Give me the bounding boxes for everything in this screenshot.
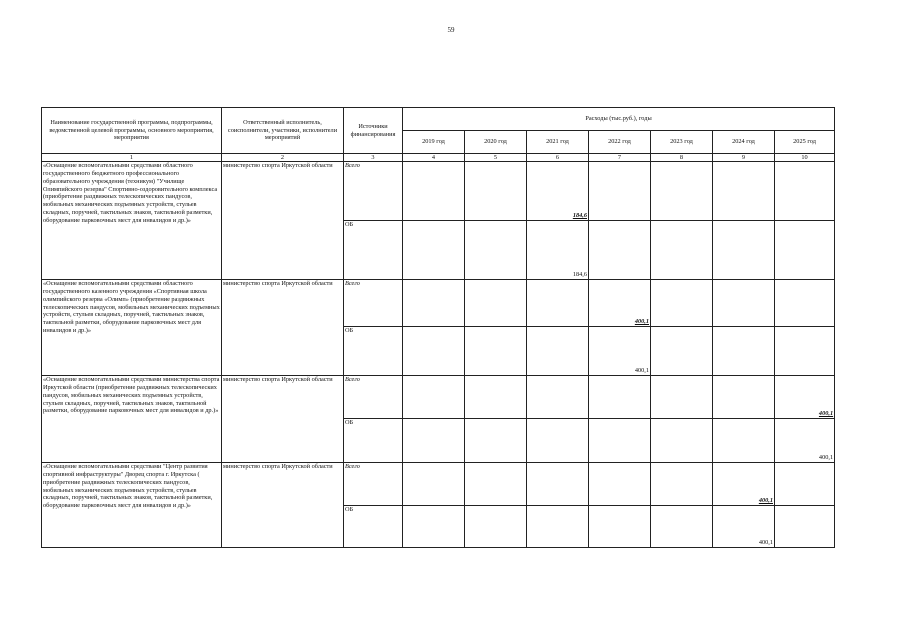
- value-total: [527, 463, 589, 506]
- value-total: [589, 162, 651, 221]
- table-row: [42, 280, 835, 327]
- header-year: 2022 год: [589, 131, 651, 154]
- value-ob: [527, 506, 589, 548]
- value-total: [589, 376, 651, 419]
- header-year: 2023 год: [651, 131, 713, 154]
- value-total: 184,6: [527, 162, 589, 221]
- table-row: [42, 463, 835, 506]
- executor: министерство спорта Иркутской области: [222, 463, 344, 548]
- source-ob: ОБ: [344, 327, 403, 376]
- measure-name: «Оснащение вспомогательными средствами министерства спорта Иркутской области (приобретение раздвижных телескопических пандусов, мобильных механических подъемных устройств, стульев складных, поручней, тактильных знаков, тактильной разметки, оборудование парковочных мест для инвалидов и др.)»: [42, 376, 222, 463]
- value-total: [465, 280, 527, 327]
- value-total: [775, 463, 835, 506]
- executor: министерство спорта Иркутской области: [222, 376, 344, 463]
- value-total: [465, 376, 527, 419]
- header-year: 2021 год: [527, 131, 589, 154]
- value-ob: [651, 506, 713, 548]
- value-ob: [651, 419, 713, 463]
- value-total: [651, 463, 713, 506]
- value-total: [775, 162, 835, 221]
- value-total: [403, 162, 465, 221]
- source-total: Всего: [344, 280, 403, 327]
- value-total: [527, 280, 589, 327]
- column-number: 1: [42, 154, 222, 162]
- value-ob: [651, 327, 713, 376]
- source-ob: ОБ: [344, 506, 403, 548]
- header-expenses: Расходы (тыс.руб.), годы: [403, 108, 835, 131]
- value-total: [713, 280, 775, 327]
- page-number: 59: [447, 26, 455, 34]
- value-ob: 400,1: [775, 419, 835, 463]
- value-total: [403, 376, 465, 419]
- column-number: 10: [775, 154, 835, 162]
- value-total: 400,1: [589, 280, 651, 327]
- value-ob: [775, 506, 835, 548]
- value-ob: [465, 506, 527, 548]
- table-row: [42, 162, 835, 221]
- header-executor: Ответственный исполнитель, соисполнители, участники, исполнители мероприятий: [222, 108, 344, 154]
- value-ob: [775, 221, 835, 280]
- value-total: [403, 280, 465, 327]
- value-ob: [403, 327, 465, 376]
- column-number: 9: [713, 154, 775, 162]
- executor: министерство спорта Иркутской области: [222, 162, 344, 280]
- value-total: [403, 463, 465, 506]
- header-year: 2020 год: [465, 131, 527, 154]
- value-total: [589, 463, 651, 506]
- value-ob: [713, 419, 775, 463]
- value-ob: [713, 327, 775, 376]
- value-ob: [403, 221, 465, 280]
- column-number: 5: [465, 154, 527, 162]
- value-ob: [589, 506, 651, 548]
- value-ob: [403, 419, 465, 463]
- column-number: 2: [222, 154, 344, 162]
- value-ob: [713, 221, 775, 280]
- header-year: 2025 год: [775, 131, 835, 154]
- header-name: Наименование государственной программы, подпрограммы, ведомственной целевой программы, основного мероприятия, мероприятия: [42, 108, 222, 154]
- value-ob: 400,1: [589, 327, 651, 376]
- expenses-table: [41, 107, 835, 548]
- table-row: [42, 376, 835, 419]
- header-year: 2024 год: [713, 131, 775, 154]
- value-ob: [465, 327, 527, 376]
- value-total: 400,1: [775, 376, 835, 419]
- value-ob: [775, 327, 835, 376]
- value-total: [651, 162, 713, 221]
- value-total: [713, 162, 775, 221]
- value-total: [651, 280, 713, 327]
- source-total: Всего: [344, 376, 403, 419]
- source-ob: ОБ: [344, 419, 403, 463]
- value-ob: [589, 419, 651, 463]
- value-total: [713, 376, 775, 419]
- column-number: 4: [403, 154, 465, 162]
- value-ob: [527, 327, 589, 376]
- value-ob: 184,6: [527, 221, 589, 280]
- value-ob: [403, 506, 465, 548]
- value-total: [651, 376, 713, 419]
- header-source: Источники финансирования: [344, 108, 403, 154]
- source-total: Всего: [344, 463, 403, 506]
- value-total: [465, 463, 527, 506]
- executor: министерство спорта Иркутской области: [222, 280, 344, 376]
- column-number: 3: [344, 154, 403, 162]
- value-ob: [651, 221, 713, 280]
- value-total: [465, 162, 527, 221]
- value-ob: [465, 419, 527, 463]
- column-number: 8: [651, 154, 713, 162]
- header-year: 2019 год: [403, 131, 465, 154]
- value-ob: [465, 221, 527, 280]
- column-number: 6: [527, 154, 589, 162]
- source-ob: ОБ: [344, 221, 403, 280]
- value-total: 400,1: [713, 463, 775, 506]
- measure-name: «Оснащение вспомогательными средствами "Центр развития спортивной инфраструктуры" Дворец спорта г. Иркутска ( приобретение раздвижных телескопических пандусов, мобильных механических подъемных устройств, стульев складных, поручней, тактильных знаков, тактильной разметки, оборудование парковочных мест для инвалидов и др.)»: [42, 463, 222, 548]
- value-total: [527, 376, 589, 419]
- source-total: Всего: [344, 162, 403, 221]
- value-total: [775, 280, 835, 327]
- value-ob: 400,1: [713, 506, 775, 548]
- column-number: 7: [589, 154, 651, 162]
- measure-name: «Оснащение вспомогательными средствами областного государственного казенного учреждения «Спортивная школа олимпийского резерва «Олимп» (приобретение раздвижных телескопических пандусов, мобильных механических подъемных устройств, стульев складных, поручней, тактильных знаков, тактильной разметки, оборудование парковочных мест для инвалидов и др.)»: [42, 280, 222, 376]
- value-ob: [527, 419, 589, 463]
- measure-name: «Оснащение вспомогательными средствами областного государственного бюджетного профессионального образовательного учреждения (техникум) "Училище Олимпийского резерва" Спортивно-оздоровительного комплекса (приобретение раздвижных телескопических пандусов, мобильных механических подъемных устройств, стульев складных, поручней, тактильных знаков, тактильной разметки, оборудование парковочных мест для инвалидов и др.)»: [42, 162, 222, 280]
- value-ob: [589, 221, 651, 280]
